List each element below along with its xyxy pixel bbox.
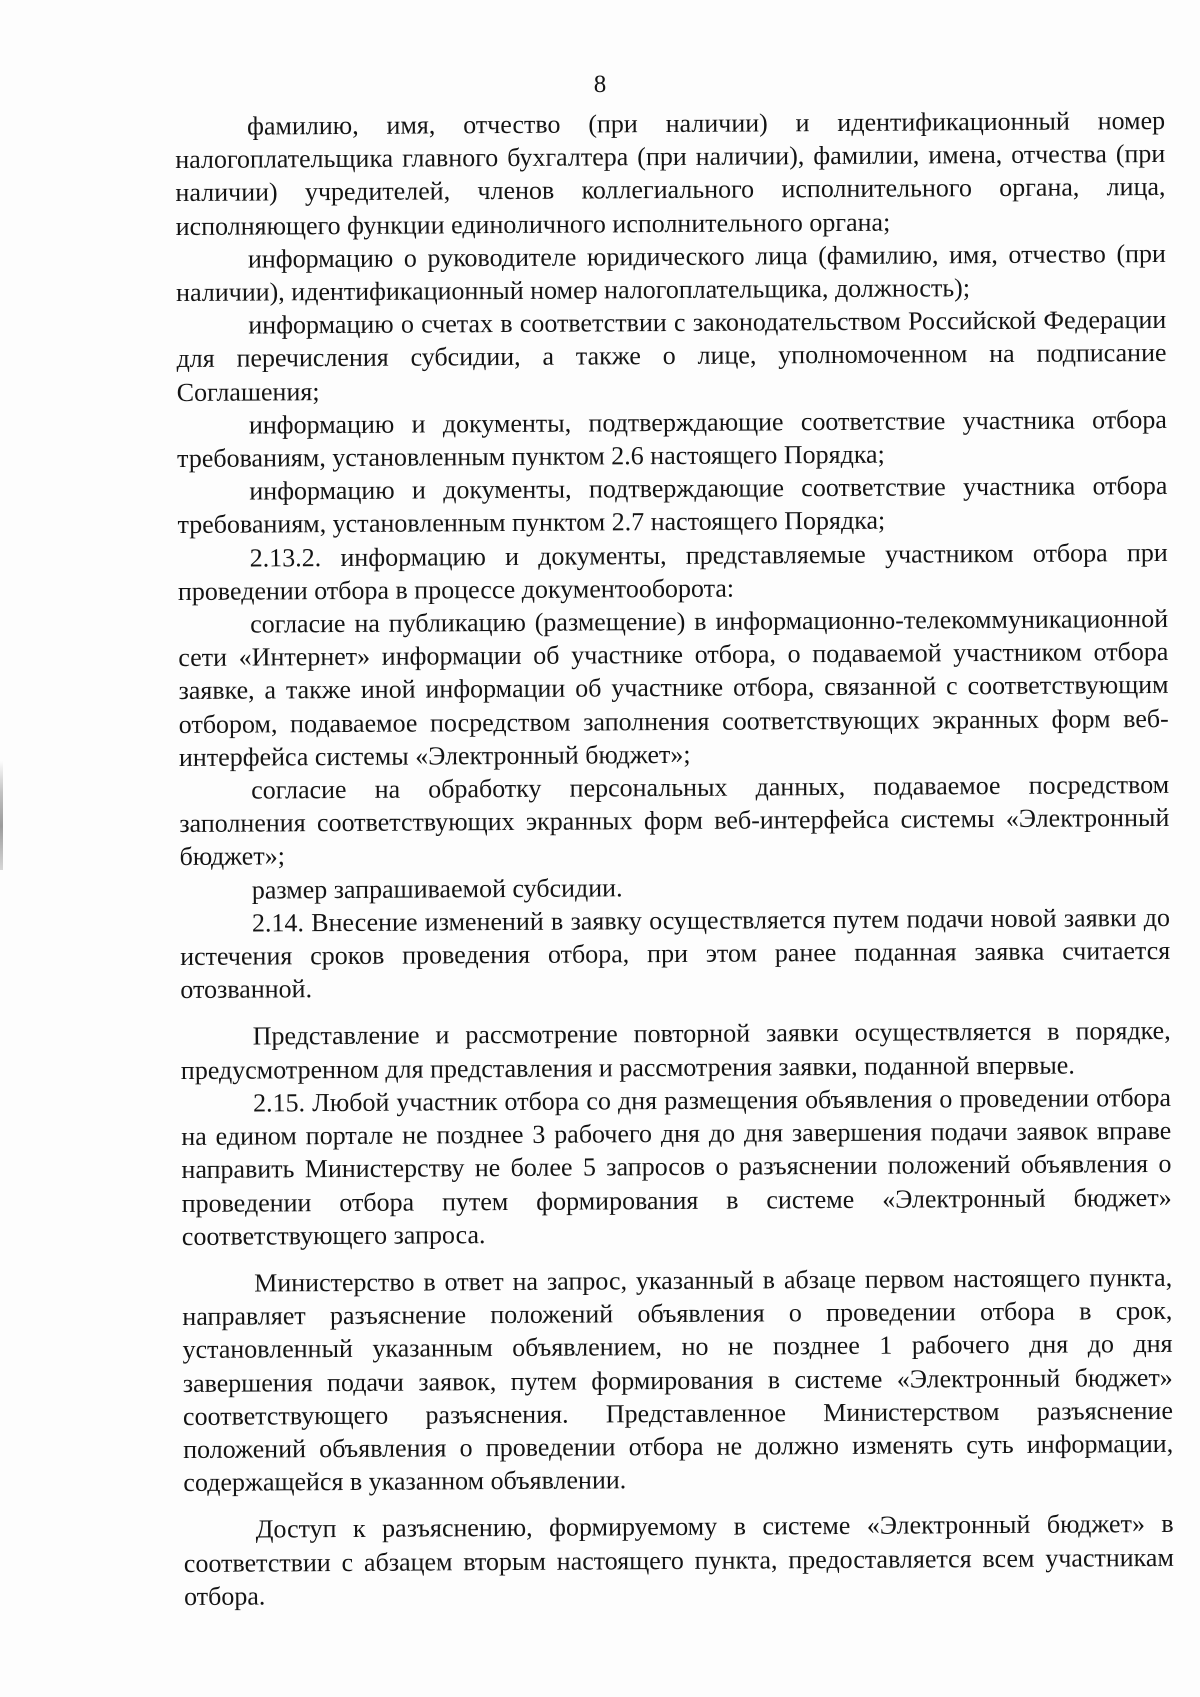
paragraph-requirements-2-7: информацию и документы, подтверждающие соответствие участника отбора требованиям, установленным пунктом 2.7 настоящего Порядка; <box>177 471 1168 540</box>
paragraph-subsidy-amount: размер запрашиваемой субсидии. <box>251 872 623 905</box>
paragraph-head-info: информацию о руководителе юридического лица (фамилию, имя, отчество (при наличии), идентификационный номер налогоплательщика, должность); <box>176 238 1166 308</box>
paragraph-clarification-access: Доступ к разъяснению, формируемому в системе «Электронный бюджет» в соответствии с абзацем вторым настоящего пункта, предоставляется всем участникам отбора. <box>183 1509 1174 1611</box>
paragraph-ministry-response: Министерство в ответ на запрос, указанный в абзаце первом настоящего пункта, направляет разъяснение положений объявления о проведении отбора в срок, установленный указанным объявлением, но не позднее 1 рабочего дня до дня завершения подачи заявок, путем формирования в системе «Электронный бюджет» соответствующего разъяснения. Представленное Министерством разъяснение положений объявления о проведении отбора не должно изменять суть информации, содержащейся в указанном объявлении. <box>182 1262 1174 1498</box>
paragraph-2-13-2: 2.13.2. информацию и документы, представляемые участником отбора при проведении отбора в процессе документооборота: <box>177 537 1168 606</box>
page-number: 8 <box>593 71 607 98</box>
paragraph-chief-accountant-info: фамилию, имя, отчество (при наличии) и идентификационный номер налогоплательщика главного бухгалтера (при наличии), фамилии, имена, отчества (при наличии) учредителей, членов коллегиального исполнительного органа, лица, исполняющего функции единоличного исполнительного органа; <box>175 105 1166 241</box>
paragraph-personal-data-consent: согласие на обработку персональных данных, подаваемое посредством заполнения соответствующих экранных форм веб-интерфейса системы «Электронный бюджет»; <box>179 770 1170 872</box>
document-body <box>175 104 1174 1613</box>
paragraph-2-14: 2.14. Внесение изменений в заявку осуществляется путем подачи новой заявки до истечения сроков проведения отбора, при этом ранее поданная заявка считается отозванной. <box>180 902 1171 1005</box>
paragraph-requirements-2-6: информацию и документы, подтверждающие соответствие участника отбора требованиям, установленным пунктом 2.6 настоящего Порядка; <box>177 404 1167 474</box>
scan-edge-artifact <box>0 760 3 870</box>
paragraph-repeat-application: Представление и рассмотрение повторной заявки осуществляется в порядке, предусмотренном для представления и рассмотрения заявки, поданной впервые. <box>180 1016 1171 1085</box>
paragraph-2-15: 2.15. Любой участник отбора со дня размещения объявления о проведении отбора на едином портале не позднее 3 рабочего дня до дня завершения подачи заявок вправе направить Министерству не более 5 запросов о разъяснении положений объявления о проведении отбора путем формирования в системе «Электронный бюджет» соответствующего запроса. <box>181 1082 1172 1251</box>
paragraph-accounts-info: информацию о счетах в соответствии с законодательством Российской Федерации для перечисления субсидии, а также о лице, уполномоченном на подписание Соглашения; <box>176 305 1167 407</box>
paragraph-publication-consent: согласие на публикацию (размещение) в информационно-телекоммуникационной сети «Интернет» информации об участнике отбора, о подаваемой участником отбора заявке, а также иной информации об участнике отбора, связанной с соответствующим отбором, подаваемое посредством заполнения соответствующих экранных форм веб-интерфейса системы «Электронный бюджет»; <box>178 603 1169 772</box>
